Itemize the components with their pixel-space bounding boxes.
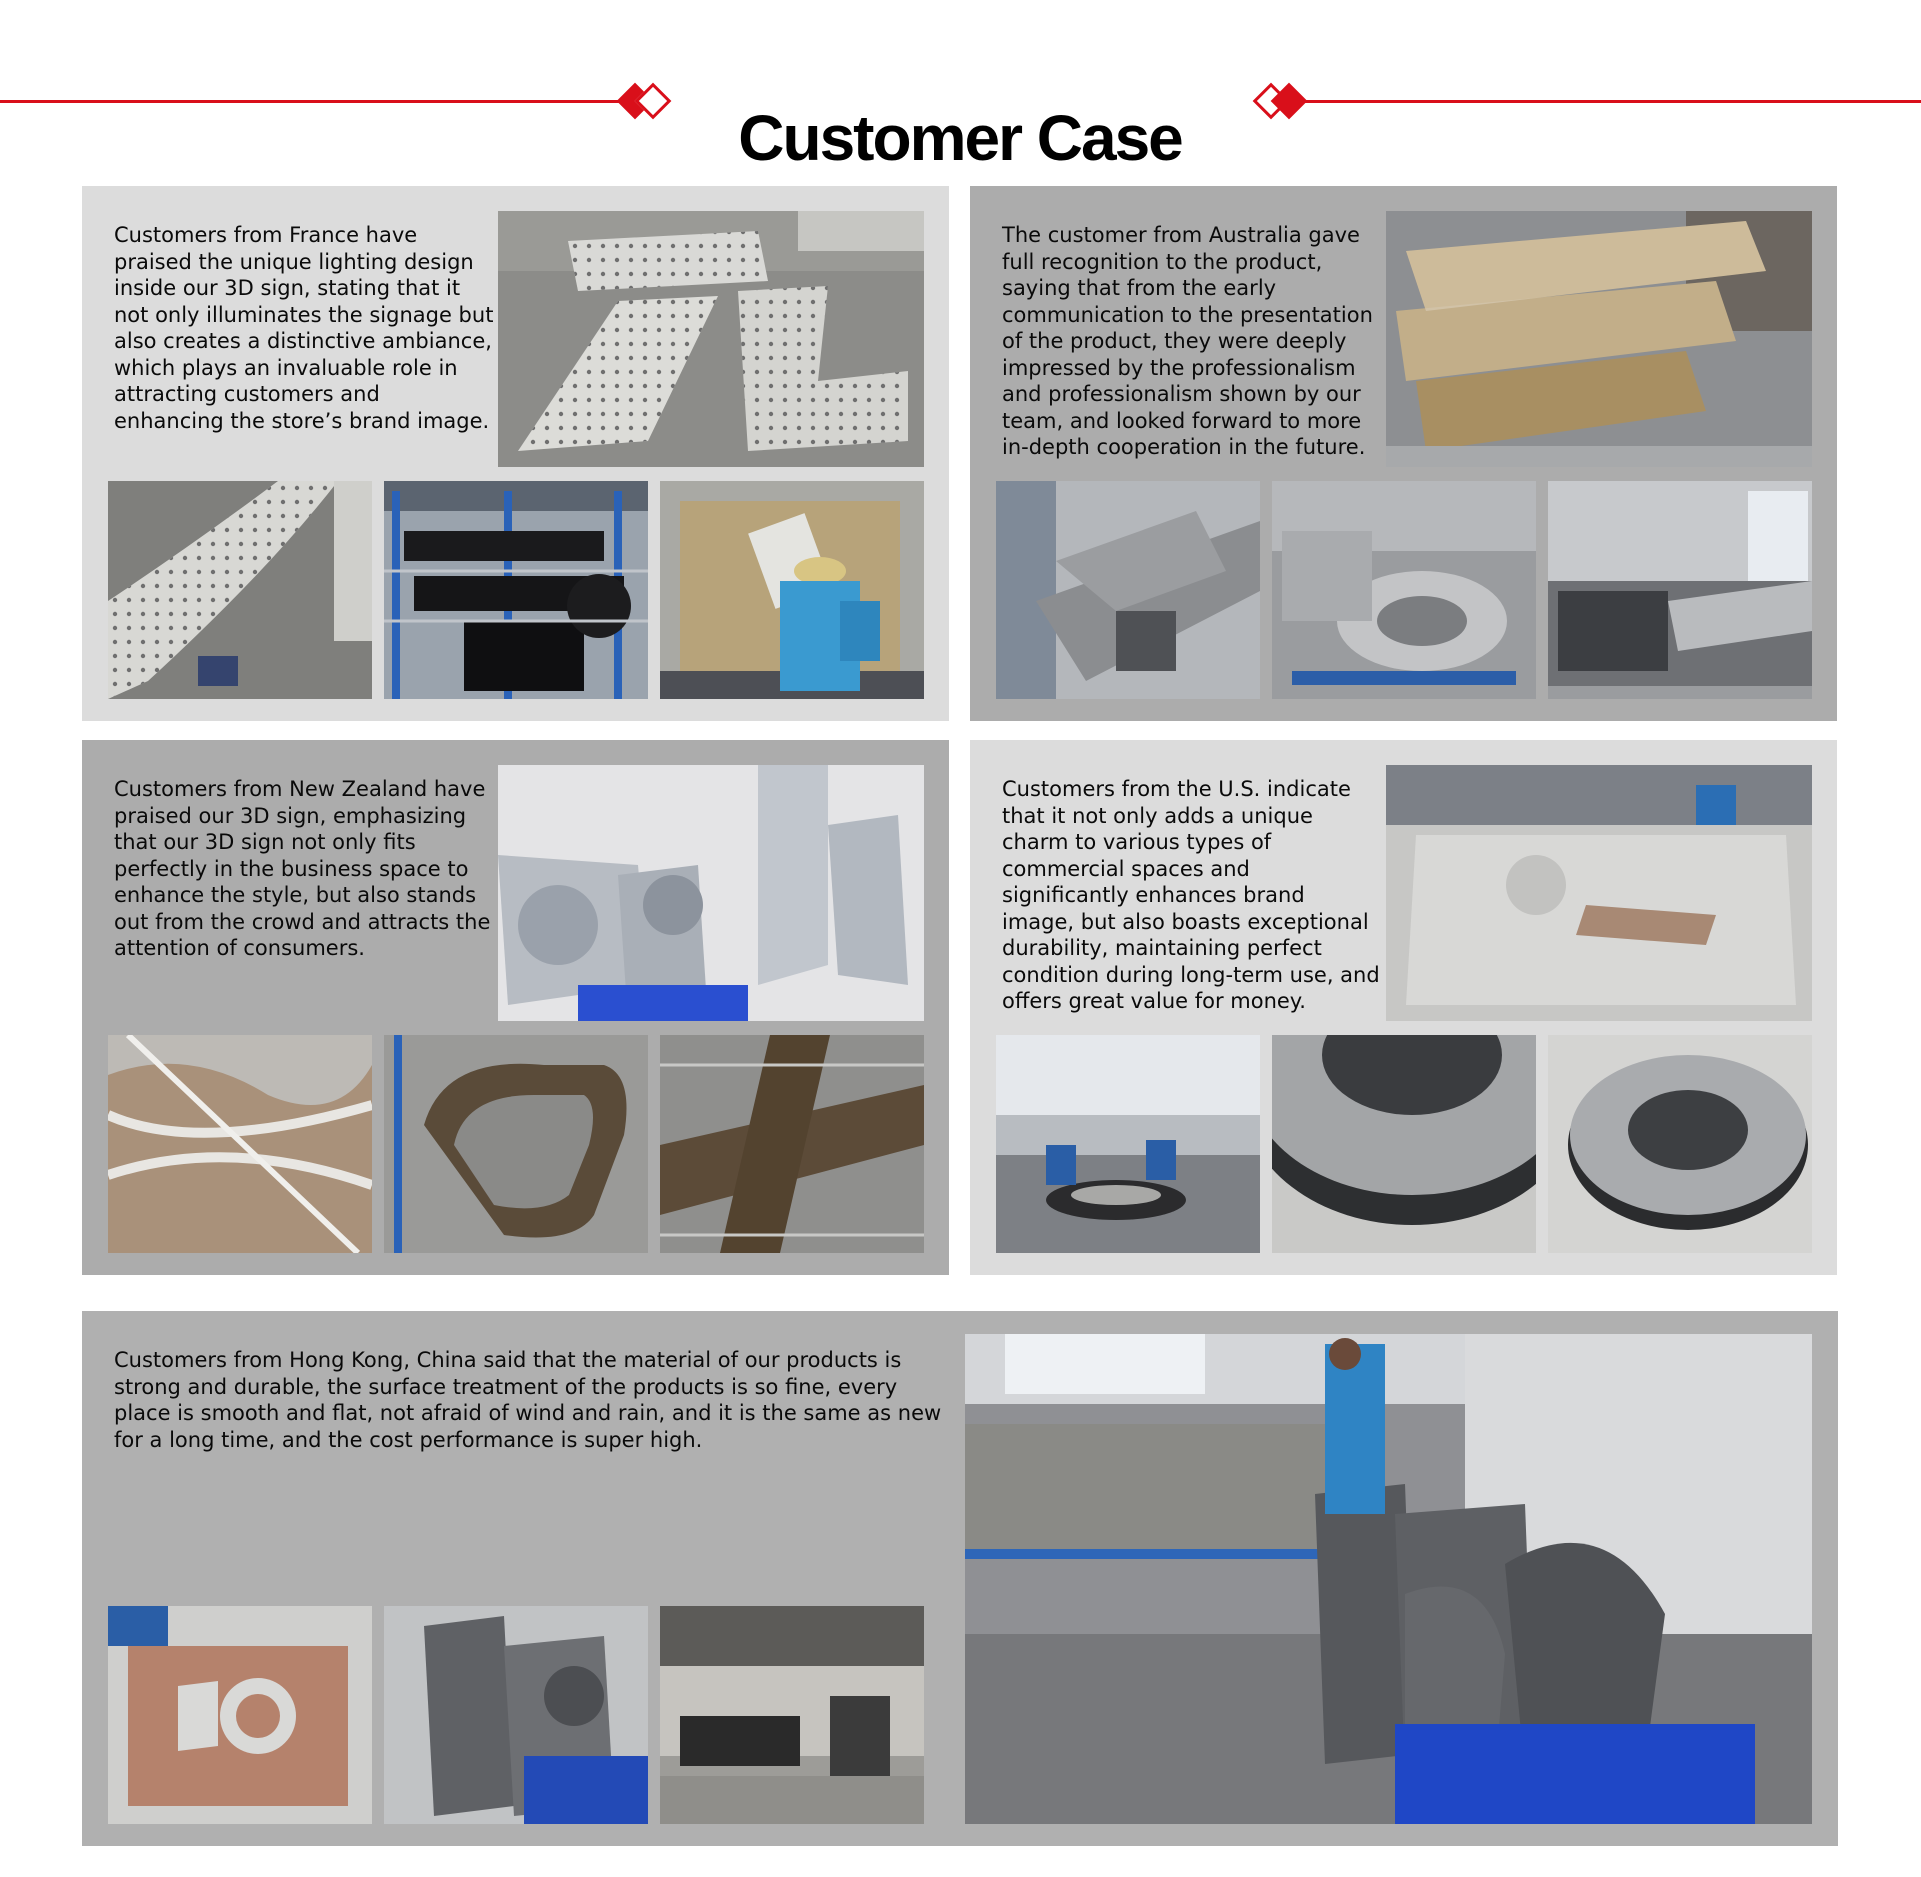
case-photo-us-1 [996,1035,1260,1253]
case-photo-hong-kong-2 [384,1606,648,1824]
case-photo-australia-3 [1548,481,1812,699]
case-photo-france-3 [660,481,924,699]
case-text-hong-kong: Customers from Hong Kong, China said that the material of our products is strong and durable, the surface treatment of the products is so fine, every place is smooth and flat, not afraid of wind and rain, and it is the same as new for a long time, and the cost performance is super high. [114,1348,942,1452]
case-photo-hong-kong-main [965,1334,1812,1824]
case-photo-hong-kong-3 [660,1606,924,1824]
page-title: Customer Case [738,101,1182,174]
case-photo-france-1 [108,481,372,699]
case-photo-us-2 [1272,1035,1536,1253]
case-photo-new-zealand-2 [384,1035,648,1253]
case-photo-australia-main [1386,211,1812,467]
case-text-france: Customers from France have praised the unique lighting design inside our 3D sign, stating that it not only illuminates the signage but also creates a distinctive ambiance, which plays an invaluable role in attracting customers and enhancing the store’s brand image. [114,223,494,433]
case-photo-france-main [498,211,924,467]
case-photo-us-main [1386,765,1812,1021]
case-text-us: Customers from the U.S. indicate that it not only adds a unique charm to various types of commercial spaces and significantly enhances brand image, but also boasts exceptional durability, maintaining perfect condition during long-term use, and offers great value for money. [1002,777,1380,1013]
header-divider-right [1298,100,1921,103]
case-text-australia: The customer from Australia gave full recognition to the product, saying that from the early communication to the presentation of the product, they were deeply impressed by the professionalism and professionalism shown by our team, and looked forward to more in-depth cooperation in the future. [1002,223,1373,459]
case-panel-new-zealand [82,740,949,1275]
case-panel-france [82,186,949,721]
case-photo-australia-2 [1272,481,1536,699]
case-photo-new-zealand-3 [660,1035,924,1253]
case-photo-new-zealand-main [498,765,924,1021]
case-photo-us-3 [1548,1035,1812,1253]
case-text-new-zealand: Customers from New Zealand have praised our 3D sign, emphasizing that our 3D sign not only fits perfectly in the business space to enhance the style, but also stands out from the crowd and attracts the attention of consumers. [114,777,491,960]
case-photo-france-2 [384,481,648,699]
header-divider-left [0,100,622,103]
case-photo-hong-kong-1 [108,1606,372,1824]
case-panel-australia [970,186,1837,721]
case-photo-new-zealand-1 [108,1035,372,1253]
case-photo-australia-1 [996,481,1260,699]
case-panel-us [970,740,1837,1275]
case-panel-hong-kong [82,1311,1838,1846]
